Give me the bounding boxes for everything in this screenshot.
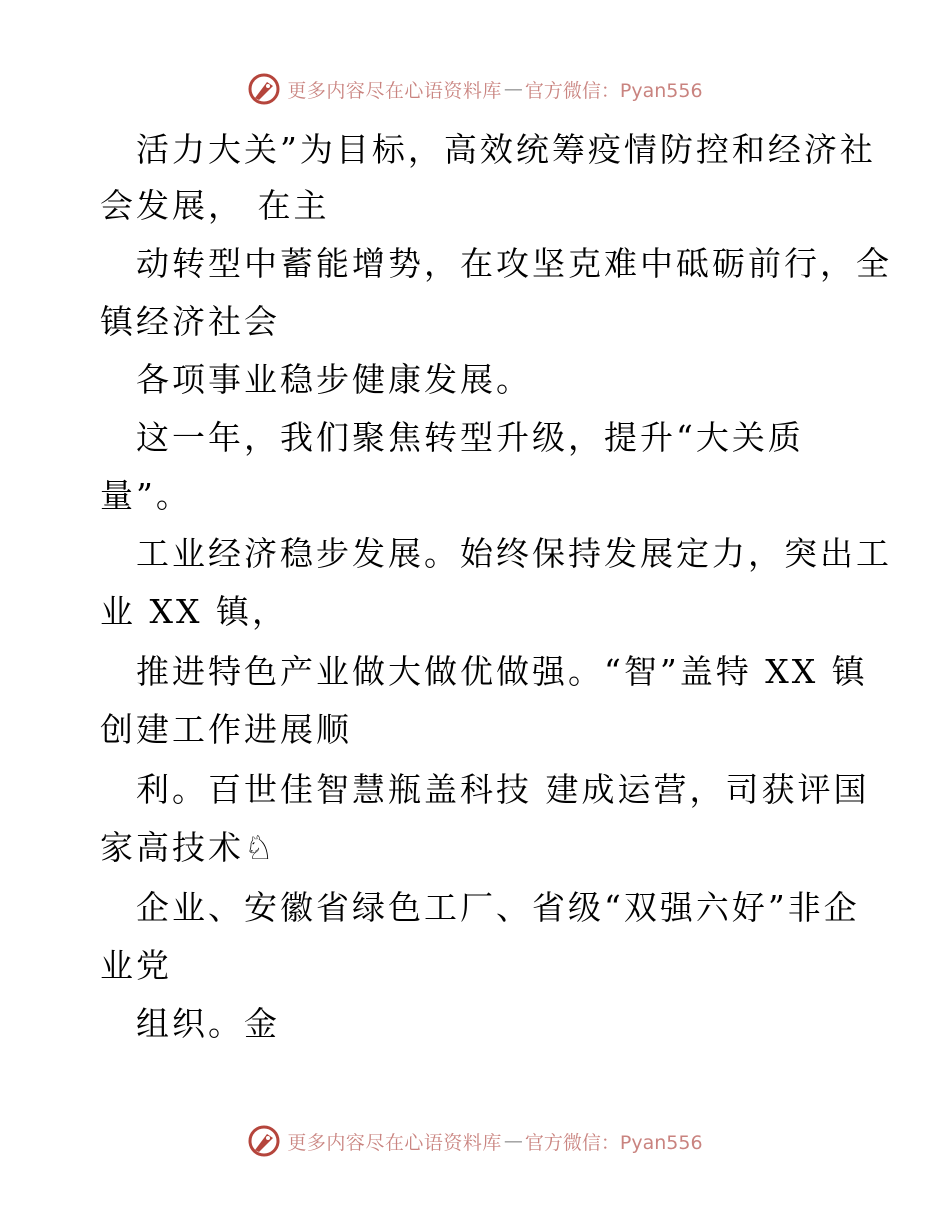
text-line: 量”。 <box>100 476 192 515</box>
text-line: 业 XX 镇， <box>100 592 288 631</box>
text-line: 活力大关”为目标，高效统筹疫情防控和经济社 <box>136 130 876 169</box>
watermark-text: 更多内容尽在心语资料库 <box>287 1131 502 1154</box>
text-line: 会发展， 在主 <box>100 186 330 225</box>
text-line: 组织。金 <box>136 1004 280 1043</box>
pen-nib-logo-icon <box>247 72 281 106</box>
text-line: 工业经济稳步发展。始终保持发展定力，突出工 <box>136 534 892 573</box>
text-line: 推进特色产业做大做优做强。“智”盖特 XX 镇 <box>136 652 868 691</box>
watermark-contact: 官方微信：Pyan556 <box>524 79 703 102</box>
text-line: 利。百世佳智慧瓶盖科技 建成运营，司获评国 <box>136 770 870 809</box>
watermark-contact: 官方微信：Pyan556 <box>524 1131 703 1154</box>
footer-watermark <box>0 1124 950 1158</box>
text-line: 动转型中蓄能增势，在攻坚克难中砥砺前行，全 <box>136 244 892 283</box>
text-line: 家高技术♘ <box>100 828 277 867</box>
text-line: 各项事业稳步健康发展。 <box>136 360 532 399</box>
watermark-text: 更多内容尽在心语资料库 <box>287 79 502 102</box>
text-line: 创建工作进展顺 <box>100 710 352 749</box>
watermark-separator: — <box>503 78 523 100</box>
pen-nib-logo-icon <box>247 1124 281 1158</box>
text-line: 企业、安徽省绿色工厂、省级“双强六好”非企 <box>136 888 860 927</box>
text-line: 镇经济社会 <box>100 302 280 341</box>
text-line: 业党 <box>100 946 172 985</box>
watermark-separator: — <box>503 1130 523 1152</box>
header-watermark <box>0 72 950 106</box>
text-line: 这一年，我们聚焦转型升级，提升“大关质 <box>136 418 804 457</box>
